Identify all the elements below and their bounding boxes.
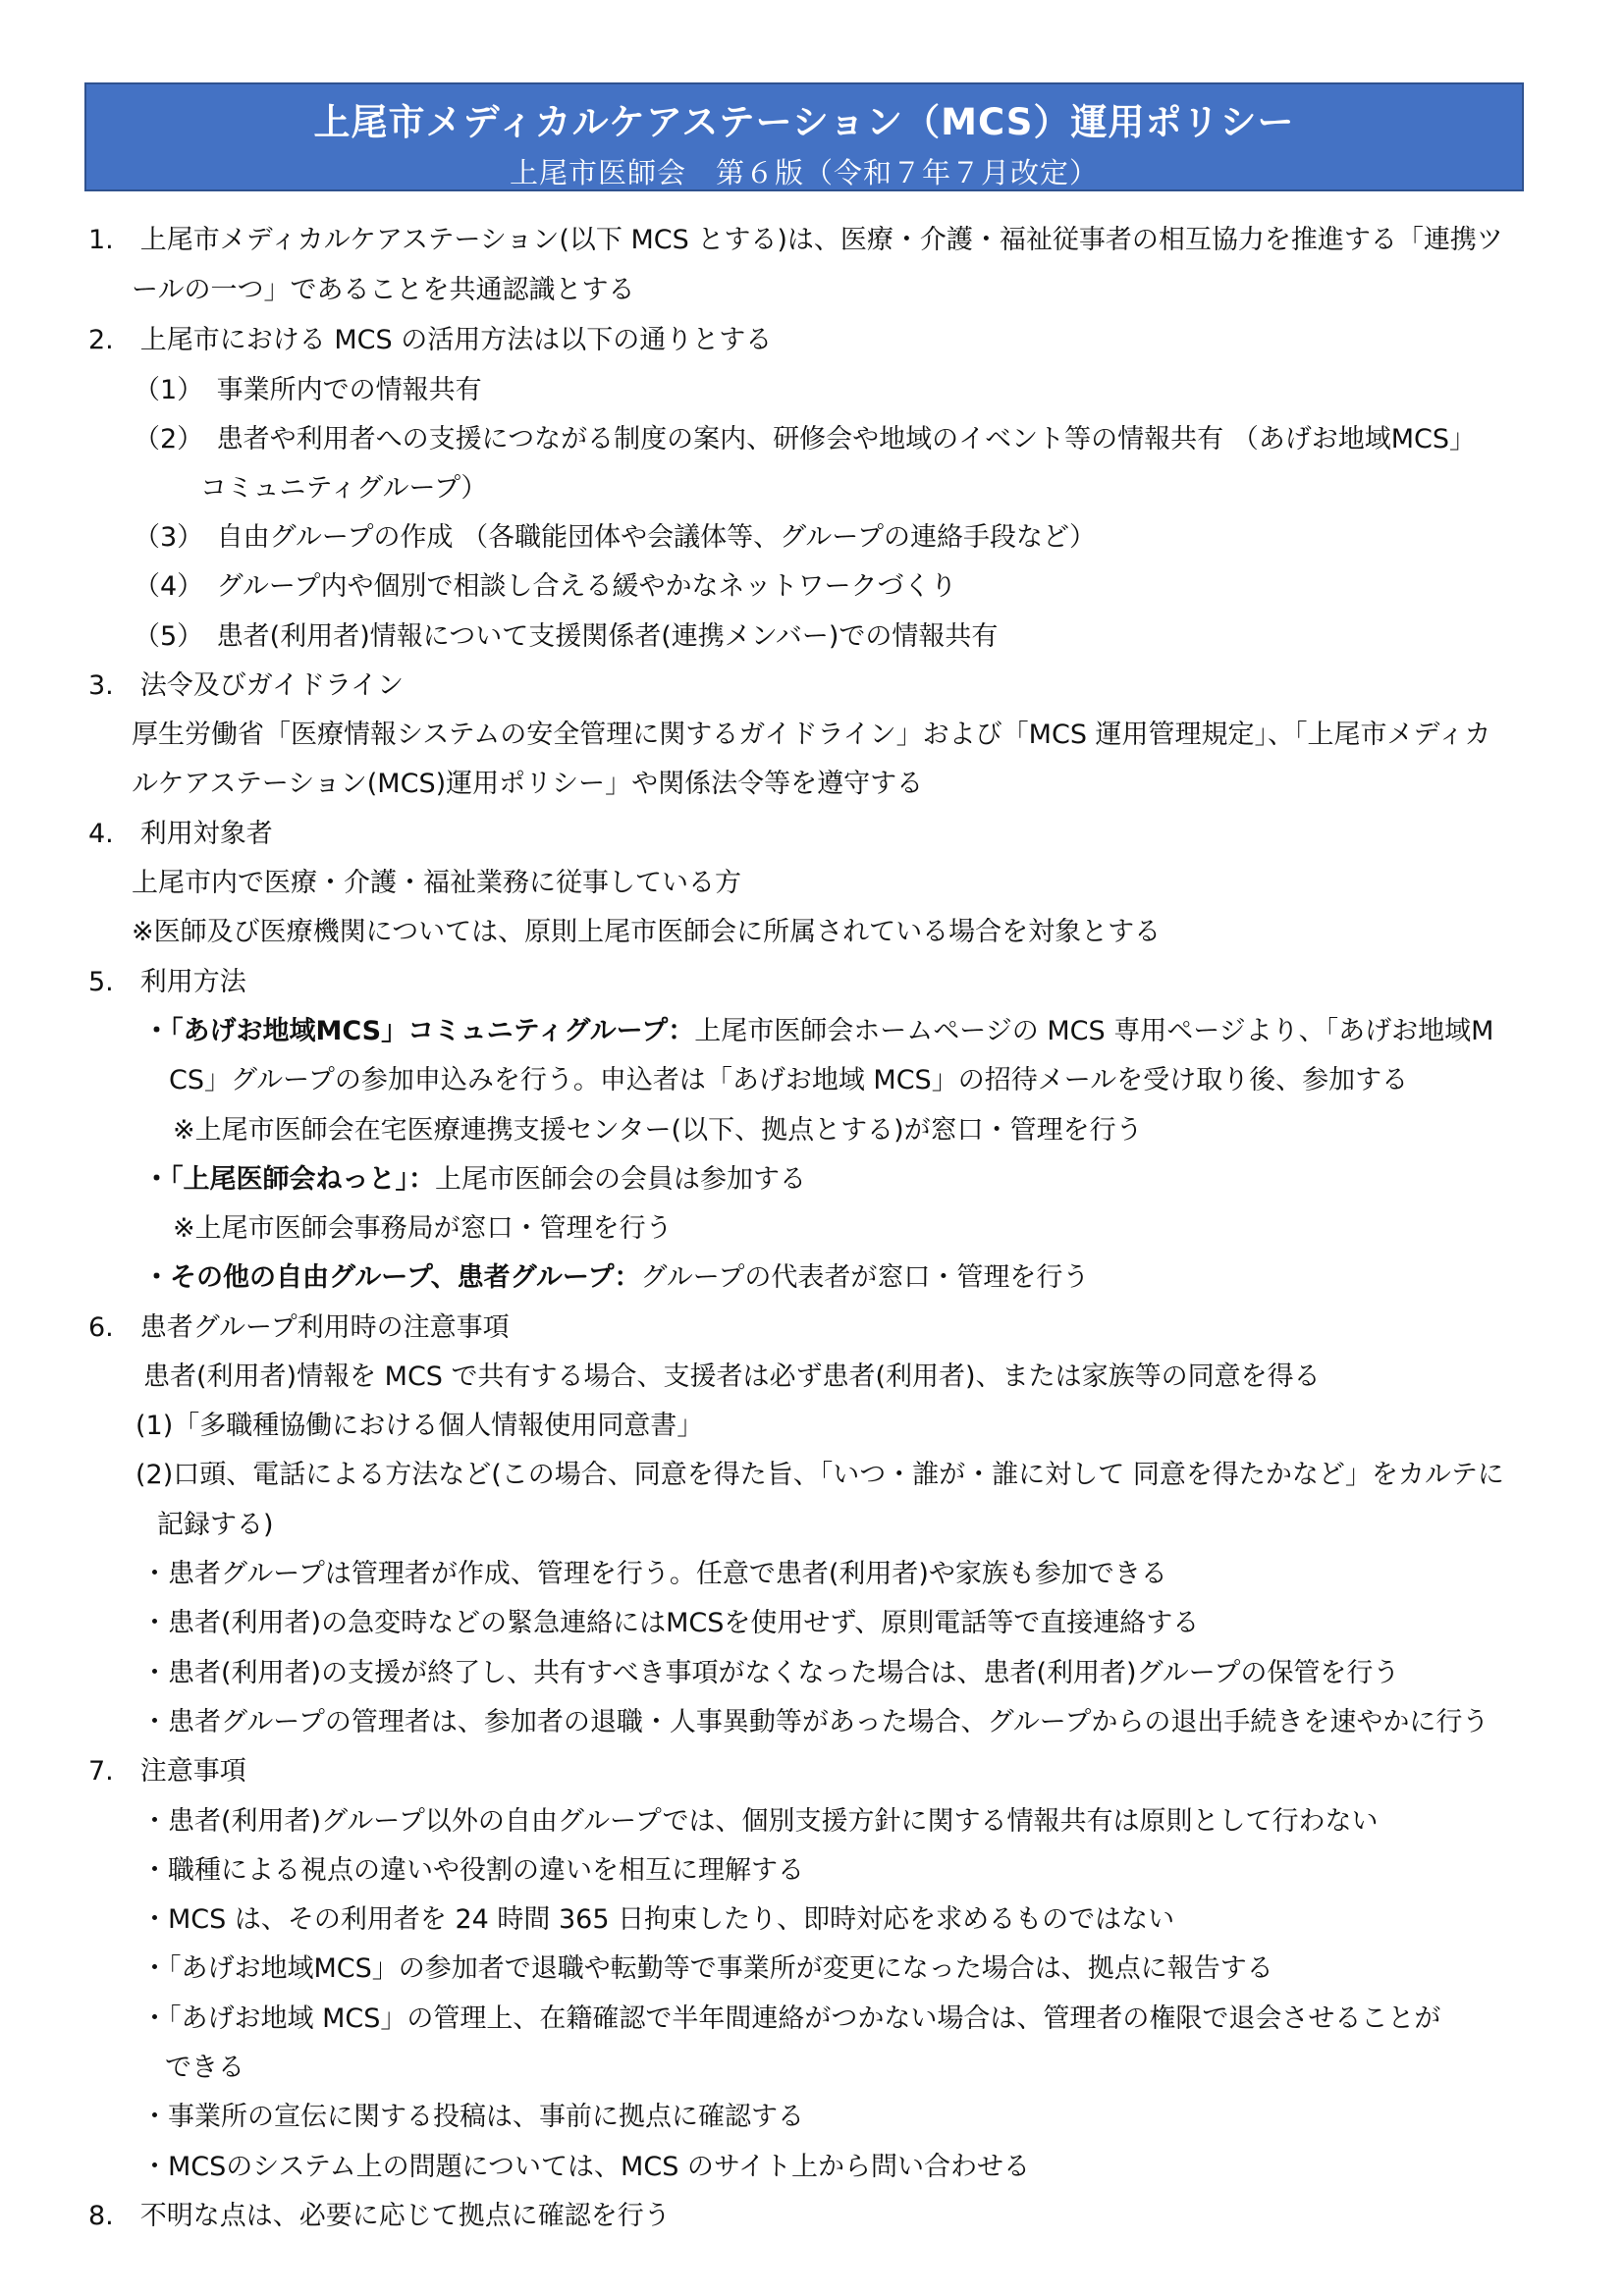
section-5-item-2-label: ・「上尾医師会ねっと」：	[143, 1164, 435, 1195]
section-6-bullet-2: ・患者(利用者)の急変時などの緊急連絡にはMCSを使用せず、原則電話等で直接連絡する	[141, 1608, 1200, 1638]
section-7-bullet-7: ・MCSのシステム上の問題については、MCS のサイト上から問い合わせる	[141, 2152, 1031, 2182]
section-6-item-1: (1)「多職種協働における個人情報使用同意書」	[135, 1411, 704, 1441]
section-4-note: ※医師及び医療機関については、原則上尾市医師会に所属されている場合を対象とする	[132, 917, 1162, 947]
section-6-text: 患者(利用者)情報を MCS で共有する場合、支援者は必ず患者(利用者)、または家族等の同意を得る	[143, 1362, 1321, 1392]
section-6-bullet-3: ・患者(利用者)の支援が終了し、共有すべき事項がなくなった場合は、患者(利用者)グループの保管を行う	[141, 1658, 1400, 1688]
section-4-heading: 4. 利用対象者	[88, 819, 273, 849]
section-7-bullet-6: ・事業所の宣伝に関する投稿は、事前に拠点に確認する	[141, 2102, 804, 2132]
section-2-item-2-cont: コミュニティグループ）	[200, 473, 488, 504]
section-6-item-2: (2)口頭、電話による方法など(この場合、同意を得た旨、「いつ・誰が・誰に対して 同意を得たかなど」をカルテに	[135, 1460, 1504, 1490]
section-7-heading: 7. 注意事項	[88, 1756, 246, 1787]
section-7-bullet-3: ・MCS は、その利用者を 24 時間 365 日拘束したり、即時対応を求めるものではない	[141, 1904, 1175, 1935]
section-5-item-1-text: 上尾市医師会ホームページの MCS 専用ページより、「あげお地域M	[694, 1016, 1494, 1046]
section-1-text: ールの一つ」であることを共通認識とする	[132, 275, 635, 305]
section-5-item-1-note: ※上尾市医師会在宅医療連携支援センター(以下、拠点とする)が窓口・管理を行う	[173, 1115, 1143, 1146]
section-5-item-2	[143, 1163, 806, 1197]
section-2-item-5: （5） 患者(利用者)情報について支援関係者(連携メンバー)での情報共有	[134, 621, 999, 652]
section-7-bullet-1: ・患者(利用者)グループ以外の自由グループでは、個別支援方針に関する情報共有は原則として行わない	[141, 1806, 1379, 1837]
document-title: 上尾市メディカルケアステーション（MCS）運用ポリシー	[313, 101, 1295, 143]
section-4-text: 上尾市内で医療・介護・福祉業務に従事している方	[132, 868, 741, 898]
document-subtitle: 上尾市医師会 第６版（令和７年７月改定）	[509, 156, 1099, 189]
section-5-heading: 5. 利用方法	[88, 967, 246, 997]
section-5-item-2-note: ※上尾市医師会事務局が窓口・管理を行う	[173, 1213, 673, 1244]
section-7-bullet-5: ・「あげお地域 MCS」の管理上、在籍確認で半年間連絡がつかない場合は、管理者の権限で退会させることが	[141, 2003, 1441, 2034]
section-7-bullet-2: ・職種による視点の違いや役割の違いを相互に理解する	[141, 1855, 804, 1886]
section-6-bullet-4: ・患者グループの管理者は、参加者の退職・人事異動等があった場合、グループからの退出手続きを速やかに行う	[141, 1707, 1489, 1737]
section-7-bullet-5-cont: できる	[165, 2053, 244, 2083]
section-5-item-1-label: ・「あげお地域MCS」コミュニティグループ：	[143, 1016, 695, 1046]
section-5-item-1-cont: CS」グループの参加申込みを行う。申込者は「あげお地域 MCS」の招待メールを受け取り後、参加する	[169, 1065, 1409, 1095]
section-2-item-1: （1） 事業所内での情報共有	[134, 375, 482, 405]
section-6-heading: 6. 患者グループ利用時の注意事項	[88, 1312, 510, 1343]
section-6-bullet-1: ・患者グループは管理者が作成、管理を行う。任意で患者(利用者)や家族も参加できる	[141, 1559, 1167, 1589]
section-7-bullet-4: ・「あげお地域MCS」の参加者で退職や転勤等で事業所が変更になった場合は、拠点に報告する	[141, 1953, 1273, 1984]
section-5-item-3	[143, 1261, 1089, 1295]
section-1-heading: 1. 上尾市メディカルケアステーション(以下 MCS とする)は、医療・介護・福祉従事者の相互協力を推進する「連携ツ	[88, 225, 1503, 255]
section-2-item-2: （2） 患者や利用者への支援につながる制度の案内、研修会や地域のイベント等の情報共有 （あげお地域MCS」	[134, 424, 1477, 454]
section-5-item-2-text: 上尾市医師会の会員は参加する	[435, 1164, 806, 1195]
section-2-heading: 2. 上尾市における MCS の活用方法は以下の通りとする	[88, 325, 773, 355]
section-3-text: 厚生労働省「医療情報システムの安全管理に関するガイドライン」および「MCS 運用管理規定」、「上尾市メディカ	[132, 720, 1491, 750]
section-5-item-3-label: ・その他の自由グループ、患者グループ：	[143, 1262, 641, 1293]
section-8-heading: 8. 不明な点は、必要に応じて拠点に確認を行う	[88, 2201, 671, 2231]
section-2-item-4: （4） グループ内や個別で相談し合える緩やかなネットワークづくり	[134, 571, 957, 602]
section-3-heading: 3. 法令及びガイドライン	[88, 670, 405, 701]
section-6-item-2-cont: 記録する)	[157, 1510, 274, 1540]
section-2-item-3: （3） 自由グループの作成 （各職能団体や会議体等、グループの連絡手段など）	[134, 522, 1096, 553]
section-5-item-3-text: グループの代表者が窓口・管理を行う	[640, 1262, 1090, 1293]
section-3-text-cont: ルケアステーション(MCS)運用ポリシー」や関係法令等を遵守する	[132, 769, 924, 799]
document-header	[84, 82, 1524, 191]
section-5-item-1	[143, 1015, 1493, 1048]
